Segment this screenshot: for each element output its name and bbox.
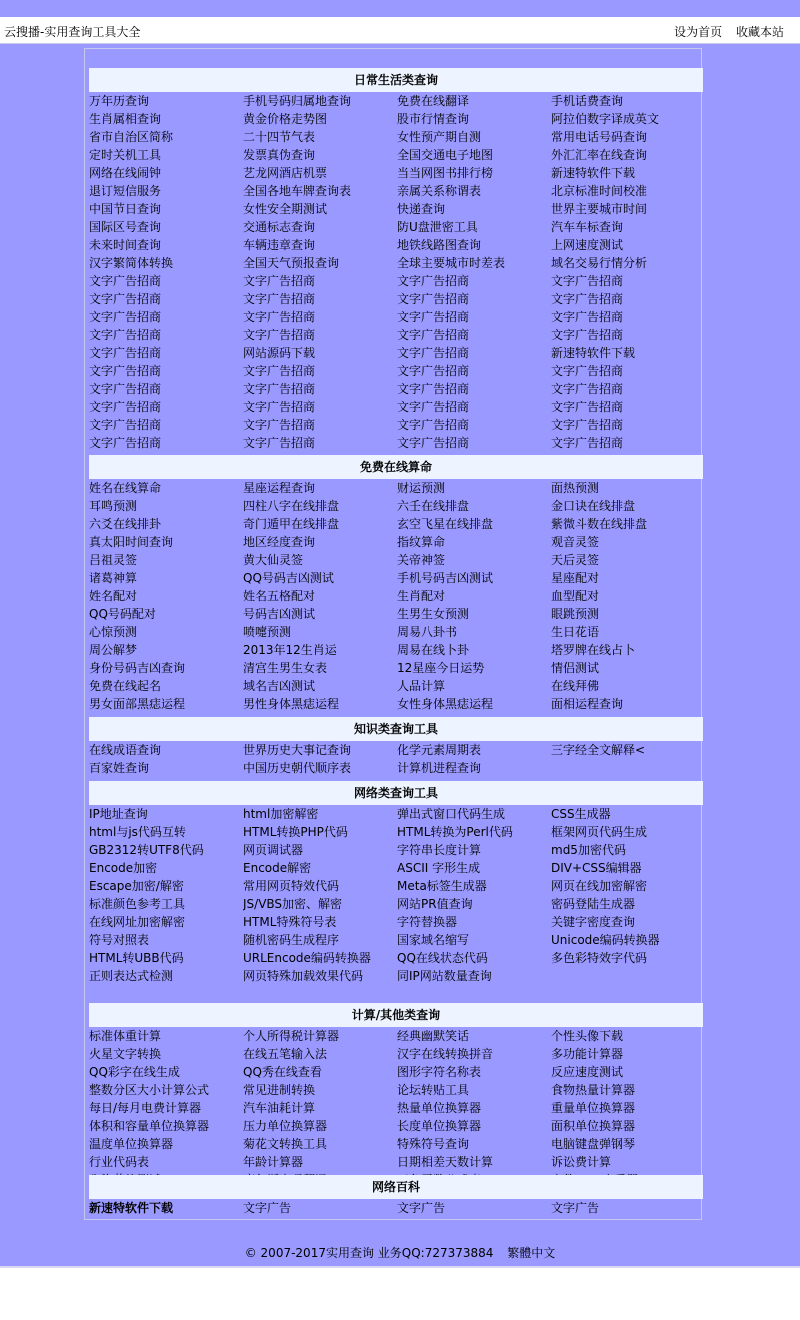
tool-link[interactable]: Encode加密 [89, 861, 158, 875]
tool-link[interactable]: 喷嚏预测 [243, 625, 292, 639]
tool-link[interactable]: html与js代码互转 [89, 825, 186, 839]
tool-link[interactable]: 文字广告招商 [89, 328, 162, 342]
tool-link[interactable]: 天后灵签 [551, 553, 600, 567]
section-title: 网络类查询工具 [89, 781, 703, 805]
tool-link[interactable]: 汽车油耗计算 [243, 1101, 316, 1115]
tool-link[interactable]: 面相运程查询 [551, 697, 624, 711]
tool-link[interactable]: 耳鸣预测 [89, 499, 138, 513]
tool-link[interactable]: 化学元素周期表 [397, 743, 482, 757]
link-grid [89, 479, 703, 713]
section-title: 知识类查询工具 [89, 717, 703, 741]
tool-link[interactable]: 手机号码吉凶测试 [397, 571, 494, 585]
tool-link[interactable]: 字符替换器 [397, 915, 458, 929]
header-bar [0, 17, 800, 44]
tool-link[interactable]: 观音灵签 [551, 535, 600, 549]
tool-link[interactable]: 文字广告招商 [551, 382, 624, 396]
tool-link[interactable]: GB2312转UTF8代码 [89, 843, 204, 857]
tool-link[interactable]: 号码吉凶测试 [243, 607, 316, 621]
tool-link[interactable]: 文字广告招商 [89, 292, 162, 306]
tool-link[interactable]: 长度单位换算器 [397, 1119, 482, 1133]
tool-link[interactable]: QQ在线状态代码 [397, 951, 488, 965]
tool-link[interactable]: 心惊预测 [89, 625, 138, 639]
section-knowledge [89, 714, 703, 777]
tool-link[interactable]: 文字广告招商 [89, 436, 162, 450]
tool-link[interactable]: 多色彩特效字代码 [551, 951, 648, 965]
tool-link[interactable]: 文字广告招商 [243, 418, 316, 432]
tool-link [551, 759, 703, 777]
tool-link[interactable]: md5加密代码 [551, 843, 626, 857]
tool-link[interactable]: 文字广告招商 [397, 400, 470, 414]
tool-link[interactable]: 全国交通电子地图 [397, 148, 494, 162]
tool-link[interactable]: 特殊符号查询 [397, 1137, 470, 1151]
tool-link[interactable]: 玄空飞星在线排盘 [397, 517, 494, 531]
tool-link[interactable]: 文字广告招商 [551, 364, 624, 378]
tool-link[interactable]: 标准颜色参考工具 [89, 897, 186, 911]
tool-link[interactable]: 财运预测 [397, 481, 446, 495]
tool-link[interactable]: DIV+CSS编辑器 [551, 861, 642, 875]
tool-link[interactable]: 整数分区大小计算公式 [89, 1083, 210, 1097]
tool-link[interactable]: QQ号码吉凶测试 [243, 571, 334, 585]
tool-link[interactable]: 世界主要城市时间 [551, 202, 648, 216]
tool-link[interactable]: 男女面部黑痣运程 [89, 697, 186, 711]
tool-link[interactable]: 北京标准时间校准 [551, 184, 648, 198]
tool-link[interactable]: 女性身体黑痣运程 [397, 697, 494, 711]
link-grid [89, 1199, 703, 1217]
tool-link[interactable]: 情侣测试 [551, 661, 600, 675]
tool-link[interactable]: 男性身体黑痣运程 [243, 697, 340, 711]
traditional-chinese-link[interactable]: 繁體中文 [507, 1246, 556, 1260]
tool-link[interactable]: 周易在线卜卦 [397, 643, 470, 657]
section-daily-life [89, 65, 703, 452]
tool-link[interactable]: 标准体重计算 [89, 1029, 162, 1043]
tool-link[interactable]: 汉字繁简体转换 [89, 256, 174, 270]
tool-link[interactable]: 同IP网站数量查询 [397, 969, 492, 983]
tool-link[interactable]: 清宫生男生女表 [243, 661, 328, 675]
tool-link [551, 967, 703, 985]
tool-link[interactable]: 面积单位换算器 [551, 1119, 636, 1133]
tool-link[interactable]: 免费在线翻译 [397, 94, 470, 108]
tool-link[interactable]: 六壬在线排盘 [397, 499, 470, 513]
tool-link[interactable]: JS/VBS加密、解密 [243, 897, 343, 911]
tool-link[interactable]: IP地址查询 [89, 807, 148, 821]
tool-link[interactable]: 文字广告招商 [551, 274, 624, 288]
tool-link[interactable]: 生肖属相查询 [89, 112, 162, 126]
tool-link[interactable]: 网络在线闹钟 [89, 166, 162, 180]
tool-link[interactable]: 省市自治区简称 [89, 130, 174, 144]
tool-link[interactable]: 女性安全期测试 [243, 202, 328, 216]
tool-link[interactable]: 星座配对 [551, 571, 600, 585]
tool-link[interactable]: html加密解密 [243, 807, 319, 821]
tool-link[interactable]: 文字广告招商 [551, 436, 624, 450]
header-links [664, 23, 784, 40]
link-grid [89, 741, 703, 777]
tool-link[interactable]: 框架网页代码生成 [551, 825, 648, 839]
tool-link[interactable]: 地区经度查询 [243, 535, 316, 549]
tool-link[interactable]: 艺龙网酒店机票 [243, 166, 328, 180]
tool-link[interactable]: Escape加密/解密 [89, 879, 184, 893]
tool-link[interactable]: 文字广告招商 [397, 274, 470, 288]
bookmark-link[interactable]: 收藏本站 [735, 25, 784, 39]
tool-link[interactable]: 塔罗牌在线占卜 [551, 643, 636, 657]
tool-link[interactable]: 文字广告招商 [243, 382, 316, 396]
tool-link[interactable]: 个性头像下载 [551, 1029, 624, 1043]
tool-link[interactable]: 在线五笔输入法 [243, 1047, 328, 1061]
tool-link[interactable]: 文字广告招商 [243, 274, 316, 288]
tool-link[interactable]: 国际区号查询 [89, 220, 162, 234]
site-title: 云搜播-实用查询工具大全 [4, 25, 141, 39]
tool-link[interactable]: 六爻在线排卦 [89, 517, 162, 531]
section-title: 网络百科 [89, 1175, 703, 1199]
tool-link[interactable]: 当当网图书排行榜 [397, 166, 494, 180]
section-fortune [89, 452, 703, 713]
tool-link[interactable]: 新速特软件下载 [89, 1201, 174, 1215]
tool-link[interactable]: 在线网址加密解密 [89, 915, 186, 929]
tool-link[interactable]: 关帝神签 [397, 553, 446, 567]
tool-link[interactable]: QQ彩字在线生成 [89, 1065, 180, 1079]
tool-link[interactable]: 重量单位换算器 [551, 1101, 636, 1115]
tool-link[interactable]: QQ号码配对 [89, 607, 156, 621]
tool-link[interactable]: 菊花文转换工具 [243, 1137, 328, 1151]
tool-link[interactable]: 在线拜佛 [551, 679, 600, 693]
tool-link[interactable]: 文字广告招商 [397, 364, 470, 378]
tool-link[interactable]: 身份号码吉凶查询 [89, 661, 186, 675]
tool-link[interactable]: 紫微斗数在线排盘 [551, 517, 648, 531]
tool-link[interactable]: 文字广告招商 [397, 418, 470, 432]
tool-link[interactable]: 文字广告招商 [89, 274, 162, 288]
tool-link[interactable]: 文字广告招商 [89, 418, 162, 432]
tool-link[interactable]: HTML转换PHP代码 [243, 825, 348, 839]
tool-link[interactable]: 随机密码生成程序 [243, 933, 340, 947]
tool-link[interactable]: 计算机进程查询 [397, 761, 482, 775]
tool-link[interactable]: 文字广告招商 [551, 328, 624, 342]
tool-link[interactable]: 正则表达式检测 [89, 969, 174, 983]
tool-link[interactable]: 星座运程查询 [243, 481, 316, 495]
tool-link[interactable]: 文字广告招商 [243, 364, 316, 378]
tool-link[interactable]: 文字广告招商 [397, 382, 470, 396]
tool-link[interactable]: 常用电话号码查询 [551, 130, 648, 144]
tool-link[interactable]: 文字广告招商 [89, 346, 162, 360]
tool-link[interactable]: 生肖配对 [397, 589, 446, 603]
tool-link[interactable]: QQ秀在线查看 [243, 1065, 322, 1079]
tool-link[interactable]: 汉字在线转换拼音 [397, 1047, 494, 1061]
section-calc-other [89, 1000, 703, 1189]
tool-link[interactable]: 日期相差天数计算 [397, 1155, 494, 1169]
tool-link[interactable]: 眼跳预测 [551, 607, 600, 621]
tool-link[interactable]: 黄大仙灵签 [243, 553, 304, 567]
tool-link[interactable]: 文字广告招商 [397, 328, 470, 342]
tool-link[interactable]: 文字广告招商 [243, 292, 316, 306]
tool-link[interactable]: 体积和容量单位换算器 [89, 1119, 210, 1133]
tool-link[interactable]: 亲属关系称谓表 [397, 184, 482, 198]
footer [0, 1244, 800, 1261]
tool-link[interactable]: HTML转UBB代码 [89, 951, 184, 965]
tool-link[interactable]: 未来时间查询 [89, 238, 162, 252]
tool-link[interactable]: 文字广告招商 [243, 328, 316, 342]
tool-link[interactable]: 网站PR值查询 [397, 897, 473, 911]
tool-link[interactable]: Encode解密 [243, 861, 312, 875]
tool-link[interactable]: 文字广告招商 [397, 436, 470, 450]
tool-link[interactable]: 汽车车标查询 [551, 220, 624, 234]
tool-link[interactable]: 中国历史朝代顺序表 [243, 761, 352, 775]
tool-link[interactable]: 诸葛神算 [89, 571, 138, 585]
tool-link[interactable]: 个人所得税计算器 [243, 1029, 340, 1043]
tool-link[interactable]: 百家姓查询 [89, 761, 150, 775]
tool-link[interactable]: 吕祖灵签 [89, 553, 138, 567]
tool-link[interactable]: 文字广告招商 [243, 310, 316, 324]
tool-link[interactable]: 周易八卦书 [397, 625, 458, 639]
tool-link[interactable]: 金口诀在线排盘 [551, 499, 636, 513]
tool-link[interactable]: 免费在线起名 [89, 679, 162, 693]
tool-link[interactable]: 多功能计算器 [551, 1047, 624, 1061]
tool-link[interactable]: 全国天气预报查询 [243, 256, 340, 270]
tool-link[interactable]: 三字经全文解释< [551, 743, 646, 757]
tool-link[interactable]: 中国节日查询 [89, 202, 162, 216]
tool-link[interactable]: 发票真伪查询 [243, 148, 316, 162]
set-home-link[interactable]: 设为首页 [674, 25, 723, 39]
tool-link[interactable]: 行业代码表 [89, 1155, 150, 1169]
tool-link[interactable]: 交通标志查询 [243, 220, 316, 234]
tool-link[interactable]: 四柱八字在线排盘 [243, 499, 340, 513]
tool-link[interactable]: 生男生女预测 [397, 607, 470, 621]
tool-link[interactable]: 论坛转贴工具 [397, 1083, 470, 1097]
tool-link[interactable]: 新速特软件下载 [551, 166, 636, 180]
tool-link[interactable]: 常见进制转换 [243, 1083, 316, 1097]
tool-link[interactable]: URLEncode编码转换器 [243, 951, 371, 965]
tool-link[interactable]: 二十四节气表 [243, 130, 316, 144]
tool-link[interactable]: ASCII 字形生成 [397, 861, 481, 875]
tool-link[interactable]: HTML转换为Perl代码 [397, 825, 513, 839]
tool-link[interactable]: 网站源码下载 [243, 346, 316, 360]
tool-link[interactable]: 股市行情查询 [397, 112, 470, 126]
tool-link[interactable]: HTML特殊符号表 [243, 915, 337, 929]
tool-link[interactable]: 文字广告招商 [397, 292, 470, 306]
tool-link[interactable]: 女性预产期自测 [397, 130, 482, 144]
tool-link[interactable]: 电脑键盘弹钢琴 [551, 1137, 636, 1151]
tool-link[interactable]: 手机话费查询 [551, 94, 624, 108]
section-title: 日常生活类查询 [89, 68, 703, 92]
tool-link[interactable]: CSS生成器 [551, 807, 611, 821]
tool-link[interactable]: 外汇汇率在线查询 [551, 148, 648, 162]
tool-link[interactable]: 2013年12生肖运 [243, 643, 337, 657]
section-network-wiki [89, 1172, 703, 1217]
top-band [0, 0, 800, 17]
link-grid [89, 805, 703, 985]
tool-link[interactable]: 反应速度测试 [551, 1065, 624, 1079]
tool-link[interactable]: 压力单位换算器 [243, 1119, 328, 1133]
tool-link[interactable]: 文字广告 [397, 1201, 446, 1215]
tool-link[interactable]: 食物热量计算器 [551, 1083, 636, 1097]
tool-link[interactable]: 文字广告招商 [397, 346, 470, 360]
tool-link[interactable]: 文字广告招商 [551, 418, 624, 432]
tool-link[interactable]: 网页特殊加载效果代码 [243, 969, 364, 983]
tool-link[interactable]: 字符串长度计算 [397, 843, 482, 857]
tool-link[interactable]: 姓名配对 [89, 589, 138, 603]
tool-link[interactable]: 诉讼费计算 [551, 1155, 612, 1169]
tool-link[interactable]: 血型配对 [551, 589, 600, 603]
tool-link[interactable]: 网页调试器 [243, 843, 304, 857]
tool-link[interactable]: 真太阳时间查询 [89, 535, 174, 549]
tool-link[interactable]: 图形字符名称表 [397, 1065, 482, 1079]
tool-link[interactable]: 文字广告招商 [243, 436, 316, 450]
tool-link[interactable]: 符号对照表 [89, 933, 150, 947]
tool-link[interactable]: 周公解梦 [89, 643, 138, 657]
section-network [89, 778, 703, 985]
tool-link[interactable]: 手机号码归属地查询 [243, 94, 352, 108]
tool-link[interactable]: 国家域名缩写 [397, 933, 470, 947]
section-title: 免费在线算命 [89, 455, 703, 479]
tool-link[interactable]: 12星座今日运势 [397, 661, 485, 675]
tool-link[interactable]: 文字广告招商 [89, 400, 162, 414]
tool-link[interactable]: 全国各地车牌查询表 [243, 184, 352, 198]
link-grid [89, 92, 703, 452]
tool-link[interactable]: 常用网页特效代码 [243, 879, 340, 893]
tool-link[interactable]: 黄金价格走势图 [243, 112, 328, 126]
tool-link[interactable]: 经典幽默笑话 [397, 1029, 470, 1043]
tool-link[interactable]: 指纹算命 [397, 535, 446, 549]
link-grid [89, 1027, 703, 1189]
tool-link[interactable]: 快递查询 [397, 202, 446, 216]
tool-link[interactable]: 年龄计算器 [243, 1155, 304, 1169]
tool-link[interactable]: 奇门遁甲在线排盘 [243, 517, 340, 531]
tool-link[interactable]: 面热预测 [551, 481, 600, 495]
tool-link[interactable]: 域名吉凶测试 [243, 679, 316, 693]
tool-link[interactable]: 新速特软件下载 [551, 346, 636, 360]
copyright-text: © 2007-2017实用查询 业务QQ:727373884 [244, 1246, 494, 1260]
tool-link[interactable]: 文字广告招商 [89, 382, 162, 396]
tool-link[interactable]: 密码登陆生成器 [551, 897, 636, 911]
tool-link[interactable]: 文字广告招商 [89, 364, 162, 378]
tool-link[interactable]: 域名交易行情分析 [551, 256, 648, 270]
tool-link[interactable]: 姓名在线算命 [89, 481, 162, 495]
tool-link[interactable]: 文字广告招商 [397, 310, 470, 324]
tool-link[interactable]: 阿拉伯数字译成英文 [551, 112, 660, 126]
tool-link[interactable]: 温度单位换算器 [89, 1137, 174, 1151]
tool-link[interactable]: 退订短信服务 [89, 184, 162, 198]
tool-link[interactable]: 文字广告招商 [551, 292, 624, 306]
tool-link[interactable]: 姓名五格配对 [243, 589, 316, 603]
section-title: 计算/其他类查询 [89, 1003, 703, 1027]
tool-link[interactable]: 防U盘泄密工具 [397, 220, 478, 234]
tool-link[interactable]: 世界历史大事记查询 [243, 743, 352, 757]
tool-link[interactable]: 在线成语查询 [89, 743, 162, 757]
tool-link[interactable]: 网页在线加密解密 [551, 879, 648, 893]
tool-link[interactable]: 生日花语 [551, 625, 600, 639]
tool-link[interactable]: 每日/每月电费计算器 [89, 1101, 202, 1115]
tool-link[interactable]: 上网速度测试 [551, 238, 624, 252]
content-box [84, 48, 702, 1220]
tool-link[interactable]: 文字广告招商 [89, 310, 162, 324]
tool-link[interactable]: 万年历查询 [89, 94, 150, 108]
tool-link[interactable]: 车辆违章查询 [243, 238, 316, 252]
tool-link[interactable]: 热量单位换算器 [397, 1101, 482, 1115]
tool-link[interactable]: 火星文字转换 [89, 1047, 162, 1061]
tool-link[interactable]: 文字广告招商 [551, 310, 624, 324]
tool-link[interactable]: 文字广告 [551, 1201, 600, 1215]
tool-link[interactable]: 文字广告招商 [243, 400, 316, 414]
tool-link[interactable]: 定时关机工具 [89, 148, 162, 162]
tool-link[interactable]: Meta标签生成器 [397, 879, 487, 893]
tool-link[interactable]: 人品计算 [397, 679, 446, 693]
tool-link[interactable]: 文字广告 [243, 1201, 292, 1215]
tool-link[interactable]: 文字广告招商 [551, 400, 624, 414]
tool-link[interactable]: 关键字密度查询 [551, 915, 636, 929]
tool-link[interactable]: Unicode编码转换器 [551, 933, 660, 947]
tool-link[interactable]: 地铁线路图查询 [397, 238, 482, 252]
tool-link[interactable]: 全球主要城市时差表 [397, 256, 506, 270]
tool-link[interactable]: 弹出式窗口代码生成 [397, 807, 506, 821]
